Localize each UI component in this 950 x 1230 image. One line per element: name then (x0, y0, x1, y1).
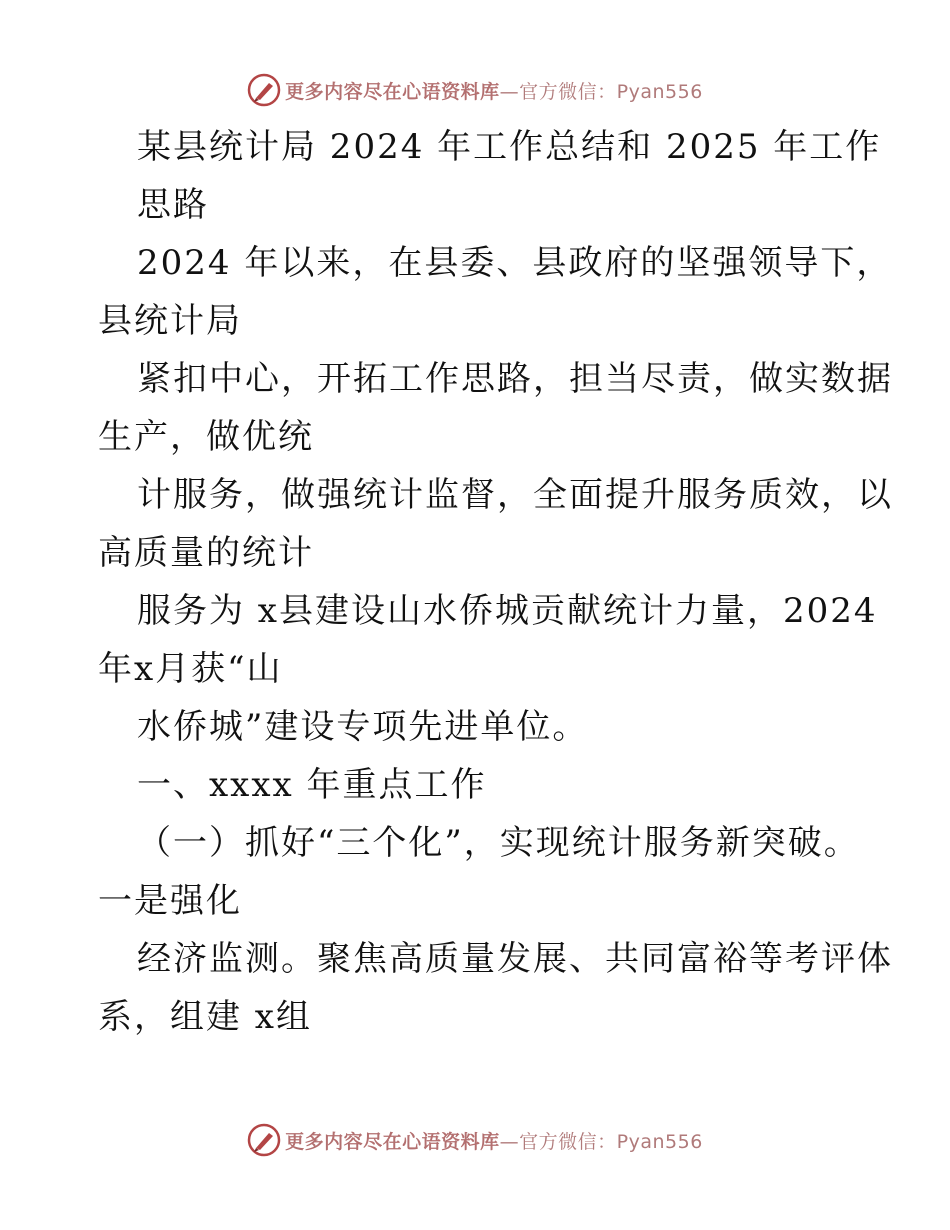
doc-text-line: 经济监测。聚焦高质量发展、共同富裕等考评体 (137, 939, 893, 979)
doc-text-line: 紧扣中心，开拓工作思路，担当尽责，做实数据 (137, 359, 893, 399)
doc-text-line: 年x月获“山 (98, 649, 283, 689)
doc-title-line-2: 思路 (137, 185, 209, 225)
doc-text-line: 水侨城”建设专项先进单位。 (137, 707, 589, 747)
doc-text-line: 计服务，做强统计监督，全面提升服务质效，以 (137, 475, 893, 515)
doc-text-line: 生产，做优统 (98, 417, 314, 457)
footer-watermark (0, 1120, 950, 1160)
doc-title-line-1: 某县统计局 2024 年工作总结和 2025 年工作 (137, 127, 882, 167)
section-heading: 一、xxxx 年重点工作 (137, 765, 487, 805)
watermark-wechat-text: 官方微信：Pyan556 (519, 1130, 703, 1153)
pen-logo-icon (247, 73, 281, 107)
doc-text-line: 服务为 x县建设山水侨城贡献统计力量，2024 (137, 591, 878, 631)
doc-text-line: 2024 年以来，在县委、县政府的坚强领导下， (137, 243, 893, 283)
doc-text-line: 一是强化 (98, 881, 242, 921)
header-watermark (0, 70, 950, 110)
watermark-wechat-text: 官方微信：Pyan556 (519, 80, 703, 103)
watermark-site-text: 更多内容尽在心语资料库 (285, 1130, 500, 1153)
subsection-heading: （一）抓好“三个化”，实现统计服务新突破。 (137, 823, 860, 863)
pen-logo-icon (247, 1123, 281, 1157)
watermark-dash: — (499, 80, 520, 103)
watermark-dash: — (499, 1130, 520, 1153)
doc-text-line: 系，组建 x组 (98, 997, 312, 1037)
watermark-site-text: 更多内容尽在心语资料库 (285, 80, 500, 103)
doc-text-line: 高质量的统计 (98, 533, 314, 573)
doc-text-line: 县统计局 (98, 301, 242, 341)
